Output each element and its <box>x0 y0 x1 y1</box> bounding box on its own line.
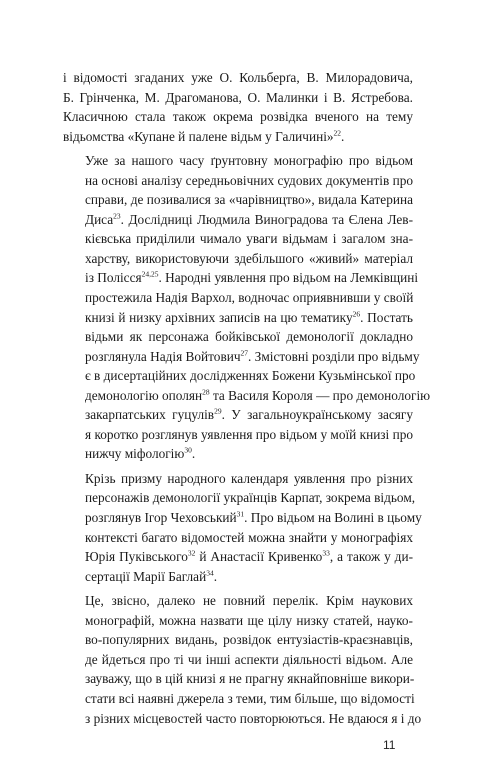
text-line: Б. Грінченка, М. Драгоманова, О. Малинки і В. Ястребова. <box>63 89 413 105</box>
text-line: є в дисертаційних дослідженнях Божени Кузьмінської про <box>85 368 416 384</box>
text-line: нижчу міфологію$^{30}$. <box>85 445 196 462</box>
footnote-marker: 29 <box>214 406 222 416</box>
text-line: персонажів демонології українців Карпат, зокрема відьом, <box>85 490 416 506</box>
paragraph <box>63 151 431 464</box>
text-line: книзі й низку архівних записів на цю тематику$^{26}$. Постать <box>85 309 413 325</box>
footnote-marker: 32 <box>187 548 196 558</box>
body-text <box>63 68 431 728</box>
text-line: я коротко розглянув уявлення про відьом у моїй книзі про <box>85 426 413 442</box>
footnote-marker: 24,25 <box>141 270 159 280</box>
text-line: розглянув Ігор Чеховський$^{31}$. Про відьом на Волині в цьому <box>85 509 422 526</box>
text-line: стати всі наявні джерела з теми, тим більше, що відомості <box>85 690 415 706</box>
text-line: простежила Надія Вархол, водночас оприявнивши у своїй <box>85 290 414 306</box>
text-line: закарпатських гуцулів$^{29}$. У загальноукраїнському засягу <box>85 406 414 423</box>
text-line: сертації Марії Баглай$^{34}$. <box>85 568 218 584</box>
footnote-marker: 28 <box>202 387 210 397</box>
text-line: контексті багато відомостей можна знайти у монографіях <box>85 529 413 545</box>
text-line: справи, де позивалися за «чарівництво», видала Катерина <box>85 192 413 208</box>
text-line: харству, використовуючи здебільшого «живий» матеріал <box>85 250 413 266</box>
text-line: і відомості згаданих уже О. Кольберґа, В. Милорадовича, <box>63 70 413 85</box>
footnote-marker: 26 <box>352 309 361 319</box>
footnote-marker: 31 <box>236 509 245 519</box>
text-line: демонологію ополян$^{28}$ та Василя Короля — про демонологію <box>85 387 431 403</box>
text-line: розглянула Надія Войтович$^{27}$. Змістовні розділи про відьму <box>85 348 420 364</box>
text-line: во-популярних видань, розвідок ентузіастів-краєзнавців, <box>85 632 413 648</box>
paragraph <box>63 469 422 586</box>
page-number: 11 <box>383 738 396 752</box>
text-line: відьомства «Купане й палене відьм у Галичині»$^{22}$. <box>63 128 345 144</box>
text-line: Юрія Пуківського$^{32}$ й Анастасії Кривенко$^{33}$, а також у ди- <box>85 548 413 565</box>
text-line: Уже за нашого часу ґрунтовну монографію про відьом <box>85 153 413 169</box>
text-line: Диса$^{23}$. Дослідниці Людмила Виноградова та Єлена Лев- <box>85 211 413 227</box>
footnote-marker: 22 <box>333 128 342 138</box>
text-line: відьми як персонажа бойківської демонології докладно <box>85 329 413 345</box>
text-line: де йдеться про ті чи інші аспекти діяльності відьом. Але <box>85 651 413 667</box>
text-line: Класичною стала також окрема розвідка вченого на тему <box>63 109 413 125</box>
footnote-marker: 33 <box>322 548 330 558</box>
text-line: на основі аналізу середньовічних судових документів про <box>85 172 413 188</box>
text-line: Це, звісно, далеко не повний перелік. Крім наукових <box>85 593 413 609</box>
paragraph <box>63 591 422 728</box>
paragraph <box>63 68 413 146</box>
text-line: із Полісся$^{24,25}$. Народні уявлення про відьом на Лемківщині <box>85 270 419 286</box>
text-line: кієвська приділили чимало уваги відьмам і загалом зна- <box>85 231 413 247</box>
footnote-marker: 34 <box>206 568 214 578</box>
text-line: з різних місцевостей часто повторюються. Не вдаюся я і до <box>85 710 422 726</box>
text-line: зауважу, що в цій книзі я не прагну якнайповніше викори- <box>85 671 415 687</box>
footnote-marker: 23 <box>113 211 121 221</box>
footnote-marker: 27 <box>240 348 249 358</box>
footnote-marker: 30 <box>184 445 192 455</box>
text-line: монографій, можна назвати ще цілу низку статей, науко- <box>85 612 413 628</box>
text-line: Крізь призму народного календаря уявлення про різних <box>85 470 413 486</box>
